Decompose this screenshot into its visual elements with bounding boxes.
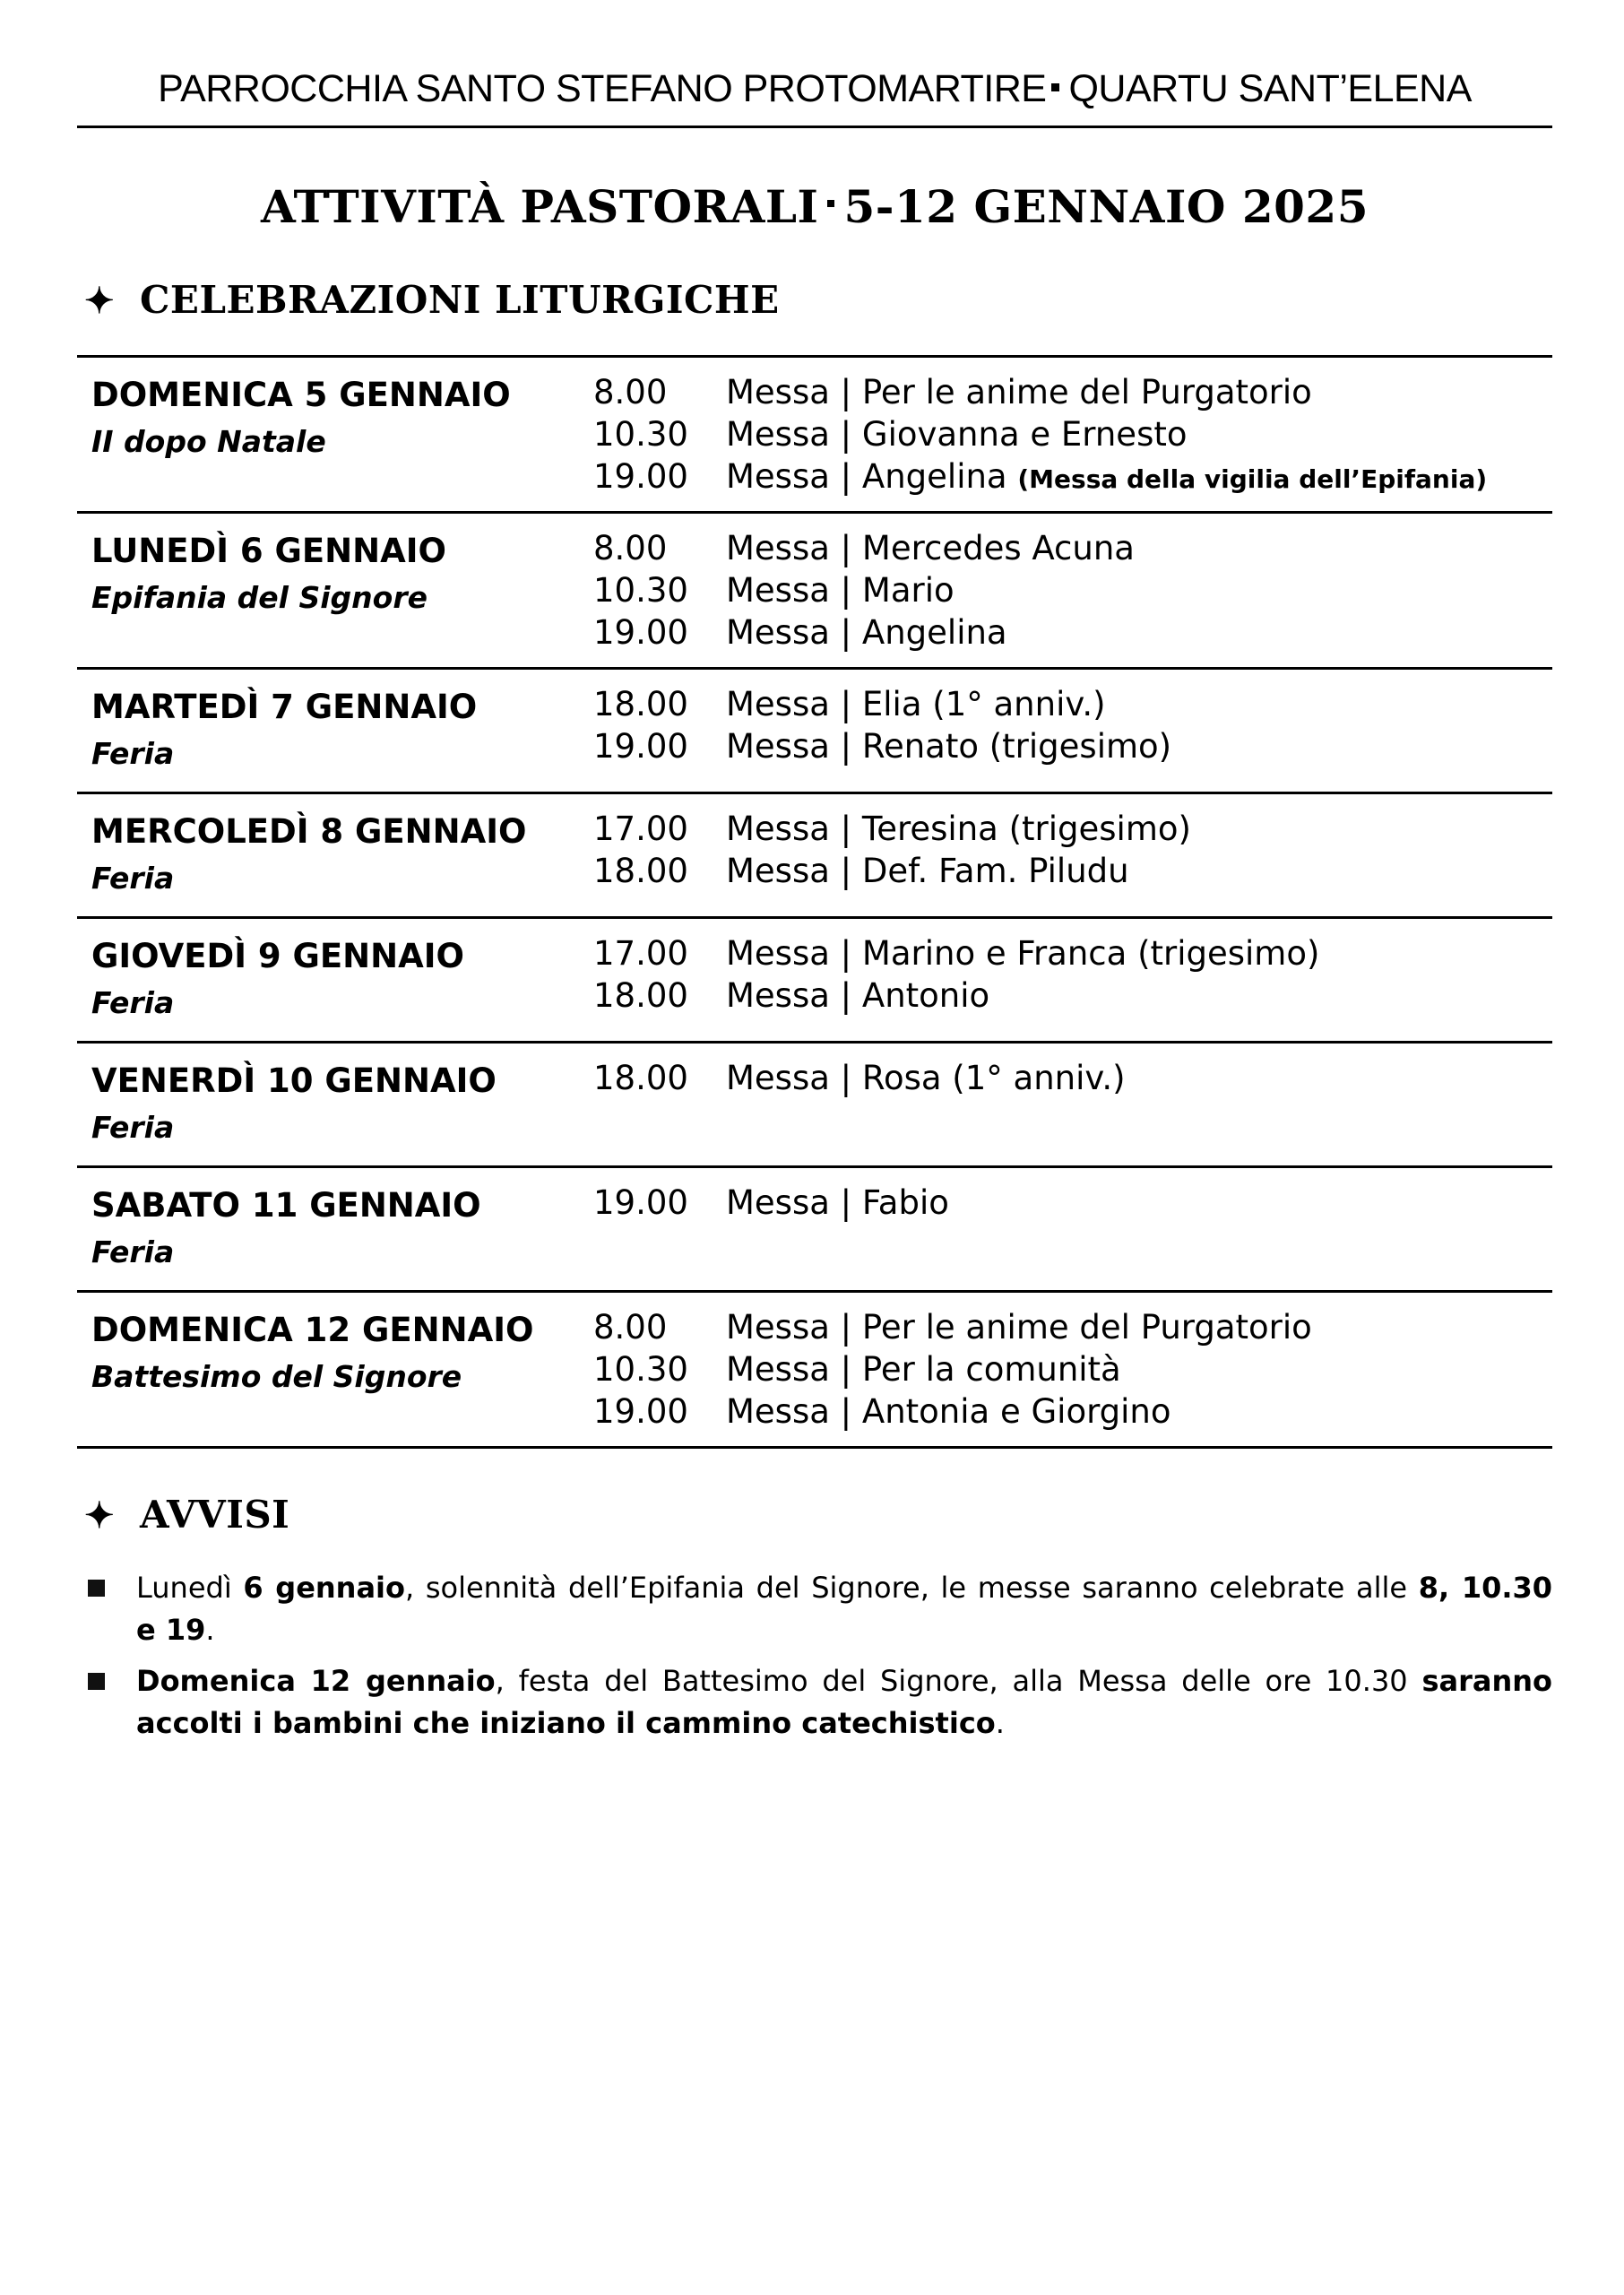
mass-time: 8.00: [593, 1308, 668, 1347]
mass-intention: [726, 974, 989, 1017]
day-name: MARTEDÌ 7 GENNAIO: [91, 688, 478, 726]
liturgical-day: Feria: [91, 1110, 175, 1145]
mass-label: Messa | Marino e Franca (trigesimo): [726, 934, 1320, 973]
section-celebrazioni-heading: [84, 273, 780, 328]
liturgical-day: II dopo Natale: [91, 424, 326, 459]
mass-intention: [726, 413, 1188, 455]
liturgical-day: Epifania del Signore: [91, 580, 428, 615]
day-block: [77, 358, 1552, 511]
mass-time: 19.00: [593, 457, 688, 496]
notice-item: [84, 1660, 1552, 1745]
mass-time: 10.30: [593, 571, 688, 610]
liturgical-day: Feria: [91, 861, 175, 896]
mass-label: Messa | Mercedes Acuna: [726, 529, 1135, 567]
title-main: ATTIVITÀ PASTORALI: [260, 180, 819, 233]
mass-time: 18.00: [593, 1059, 688, 1097]
mass-time: 19.00: [593, 727, 688, 766]
page-title: [77, 176, 1552, 238]
liturgical-day: Battesimo del Signore: [91, 1359, 462, 1394]
mass-time: 17.00: [593, 934, 688, 973]
square-bullet-icon: [88, 1673, 105, 1690]
mass-time: 10.30: [593, 1350, 688, 1389]
day-block: [77, 1168, 1552, 1290]
mass-label: Messa | Mario: [726, 571, 955, 610]
mass-intention: [726, 932, 1319, 974]
section-title: CELEBRAZIONI LITURGICHE: [140, 278, 780, 322]
mass-intention: [726, 683, 1106, 725]
mass-label: Messa | Elia (1° anniv.): [726, 685, 1106, 723]
mass-time: 19.00: [593, 613, 688, 652]
mass-time: 10.30: [593, 415, 688, 454]
mass-time: 8.00: [593, 529, 668, 567]
mass-intention: [726, 1390, 1171, 1433]
mass-label: Messa | Fabio: [726, 1183, 949, 1222]
notice-text: , solennità dell’Epifania del Signore, le messe saranno celebrate alle: [405, 1571, 1419, 1605]
mass-time: 19.00: [593, 1183, 688, 1222]
mass-schedule: [77, 355, 1552, 1449]
mass-intention: [726, 1348, 1121, 1390]
day-block: [77, 794, 1552, 916]
mass-label: Messa | Renato (trigesimo): [726, 727, 1172, 766]
mass-intention: [726, 850, 1129, 892]
mass-time: 19.00: [593, 1392, 688, 1431]
parish-name: PARROCCHIA SANTO STEFANO PROTOMARTIRE: [158, 67, 1047, 110]
mass-label: Messa | Per le anime del Purgatorio: [726, 373, 1312, 411]
parish-town: QUARTU SANT’ELENA: [1068, 67, 1472, 110]
mass-label: Messa | Antonio: [726, 976, 990, 1015]
table-rule: [77, 1446, 1552, 1449]
notice-text: Lunedì: [136, 1571, 244, 1605]
mass-intention: [726, 371, 1312, 413]
section-title: AVVISI: [140, 1493, 290, 1537]
day-name: DOMENICA 5 GENNAIO: [91, 376, 511, 414]
notice-text-bold: saranno accolti i bambini che iniziano il cammino catechistico: [136, 1664, 1553, 1740]
four-point-star-icon: ✦: [84, 1494, 116, 1537]
notices-list: [84, 1567, 1552, 1754]
mass-intention: [726, 569, 955, 611]
mass-intention: [726, 1057, 1126, 1099]
liturgical-day: Feria: [91, 736, 175, 771]
notice-text-bold: 6 gennaio: [243, 1571, 406, 1605]
mass-intention: [726, 455, 1487, 500]
mass-label: Messa | Per la comunità: [726, 1350, 1121, 1389]
day-name: LUNEDÌ 6 GENNAIO: [91, 532, 446, 570]
liturgical-day: Feria: [91, 1234, 175, 1269]
mass-intention: [726, 1306, 1312, 1348]
mass-label: Messa | Angelina: [726, 457, 1007, 496]
day-name: VENERDÌ 10 GENNAIO: [91, 1061, 497, 1100]
mass-label: Messa | Def. Fam. Piludu: [726, 852, 1129, 890]
mass-intention: [726, 611, 1007, 654]
liturgical-day: Feria: [91, 985, 175, 1020]
mass-label: Messa | Per le anime del Purgatorio: [726, 1308, 1312, 1347]
mass-intention: [726, 527, 1135, 569]
four-point-star-icon: ✦: [84, 280, 116, 322]
mass-time: 17.00: [593, 810, 688, 848]
header-divider: [77, 126, 1552, 128]
mass-time: 8.00: [593, 373, 668, 411]
day-block: [77, 1293, 1552, 1446]
day-name: DOMENICA 12 GENNAIO: [91, 1311, 534, 1349]
notice-text: .: [205, 1613, 215, 1647]
square-bullet-icon: [88, 1580, 105, 1597]
mass-label: Messa | Giovanna e Ernesto: [726, 415, 1188, 454]
day-block: [77, 670, 1552, 792]
title-dates: 5-12 GENNAIO 2025: [843, 180, 1369, 233]
day-block: [77, 919, 1552, 1041]
mass-time: 18.00: [593, 976, 688, 1015]
day-block: [77, 1044, 1552, 1165]
mass-label: Messa | Teresina (trigesimo): [726, 810, 1191, 848]
section-avvisi-heading: [84, 1488, 289, 1543]
day-name: MERCOLEDÌ 8 GENNAIO: [91, 812, 527, 851]
mass-time: 18.00: [593, 685, 688, 723]
parish-header: [77, 63, 1552, 115]
notice-text-bold: Domenica 12 gennaio: [136, 1664, 496, 1698]
mass-note: (Messa della vigilia dell’Epifania): [1017, 464, 1488, 494]
notice-text: , festa del Battesimo del Signore, alla Messa delle ore 10.30: [495, 1664, 1422, 1698]
square-separator-icon: [827, 200, 834, 207]
mass-time: 18.00: [593, 852, 688, 890]
notice-text: .: [995, 1706, 1005, 1740]
mass-intention: [726, 808, 1191, 850]
mass-intention: [726, 1182, 949, 1224]
mass-label: Messa | Angelina: [726, 613, 1007, 652]
mass-label: Messa | Antonia e Giorgino: [726, 1392, 1171, 1431]
notice-item: [84, 1567, 1552, 1651]
day-name: GIOVEDÌ 9 GENNAIO: [91, 937, 464, 975]
mass-intention: [726, 725, 1171, 767]
mass-label: Messa | Rosa (1° anniv.): [726, 1059, 1126, 1097]
notice-text-bold: 8, 10.30 e 19: [136, 1571, 1553, 1647]
day-block: [77, 514, 1552, 667]
day-name: SABATO 11 GENNAIO: [91, 1186, 481, 1225]
square-separator-icon: [1051, 83, 1059, 91]
